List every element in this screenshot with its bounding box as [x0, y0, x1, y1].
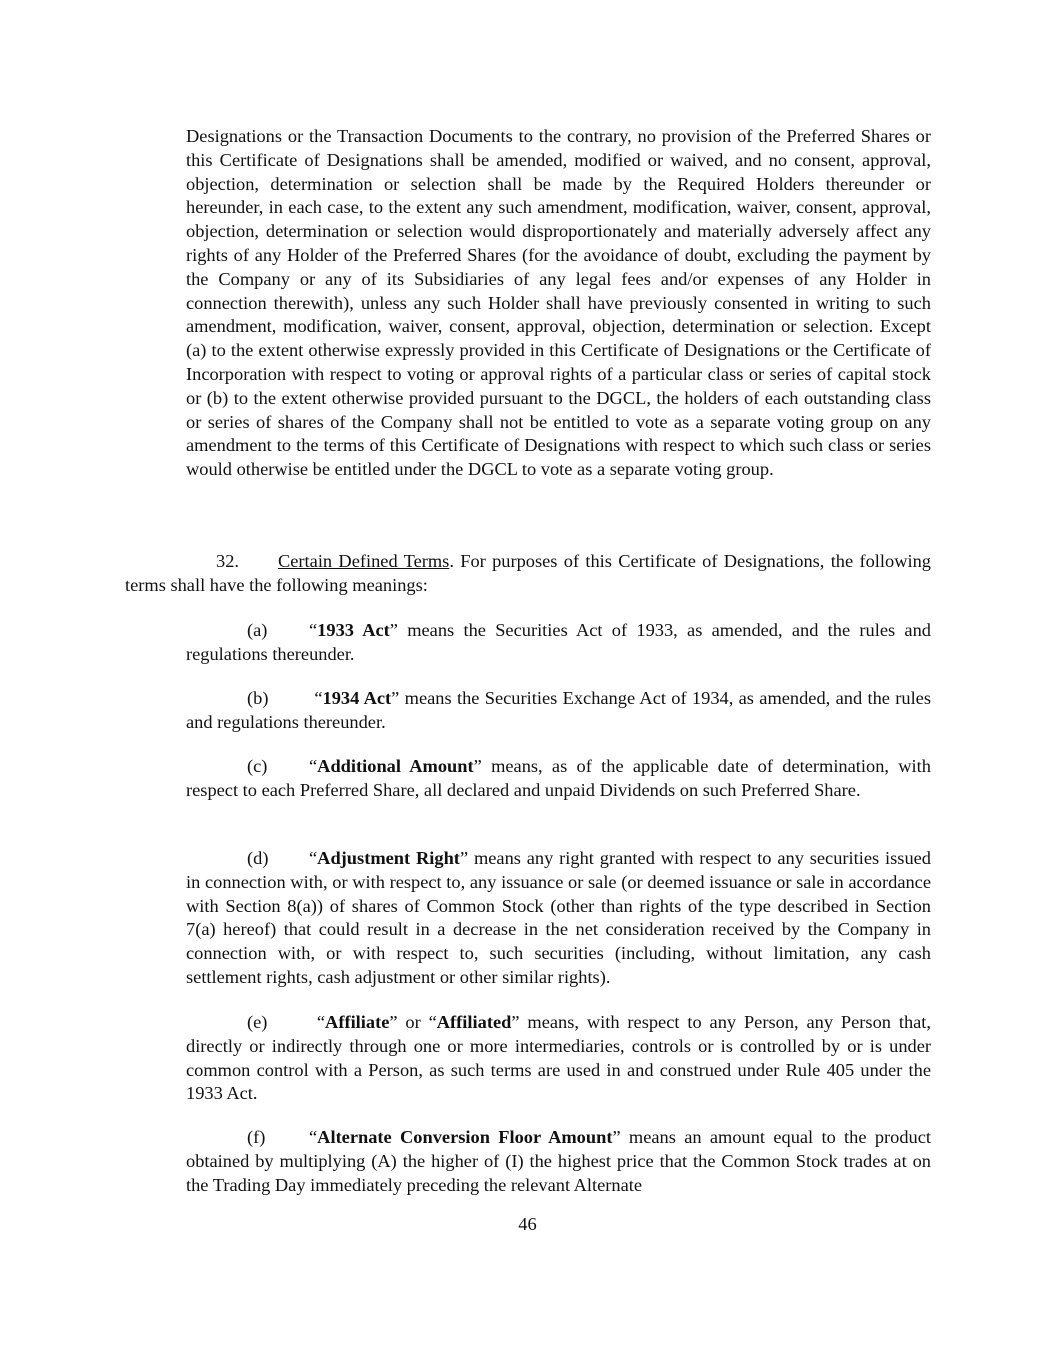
definition-text: ” means any right granted with respect to any securities issued in connection with, or with respect to, any issuance or sale (or deemed issuance or sale in accordance with Section 8(a)) of shares of Common Stock (other than rights of the type described in Section 7(a) hereof) that could result in a decrease in the net consideration received by the Company in connection with, or with respect to, such securities (including, without limitation, any cash settlement rights, cash adjustment or other similar rights). — [186, 848, 932, 987]
defined-term: Alternate Conversion Floor Amount — [317, 1127, 613, 1147]
defined-term: Additional Amount — [317, 756, 474, 776]
intro-paragraph: Designations or the Transaction Documents to the contrary, no provision of the Preferred Shares or this Certificate of Designations shall be amended, modified or waived, and no consent, approval, objection, determination or selection shall be made by the Required Holders thereunder or hereunder, in each case, to the extent any such amendment, modification, waiver, consent, approval, objection, determination or selection would disproportionately and materially adversely affect any rights of any Holder of the Preferred Shares (for the avoidance of doubt, excluding the payment by the Company or any of its Subsidiaries of any legal fees and/or expenses of any Holder in connection therewith), unless any such Holder shall have previously consented in writing to such amendment, modification, waiver, consent, approval, objection, determination or selection. Except (a) to the extent otherwise expressly provided in this Certificate of Designations or the Certificate of Incorporation with respect to voting or approval rights of a particular class or series of capital stock or (b) to the extent otherwise provided pursuant to the DGCL, the holders of each outstanding class or series of shares of the Company shall not be entitled to vote as a separate voting group on any amendment to the terms of this Certificate of Designations with respect to which such class or series would otherwise be entitled under the DGCL to vote as a separate voting group. — [186, 126, 931, 480]
defined-term: 1934 Act — [322, 688, 392, 708]
open-quote: “ — [309, 688, 323, 708]
definition-label: (f) — [247, 1127, 266, 1147]
definition-text: ” means the Securities Act of 1933, as amended, and the rules and regulations thereunder. — [186, 620, 931, 664]
definition-text: ” means, with respect to any Person, any Person that, directly or indirectly through one or more intermediaries, controls or is controlled by or is under common control with a Person, as such terms are used in and construed under Rule 405 under the 1933 Act. — [186, 1012, 932, 1104]
section-number: 32. — [216, 551, 239, 571]
definition-text: ” means the Securities Exchange Act of 1934, as amended, and the rules and regulations thereunder. — [186, 688, 932, 732]
definition-connector: ” or “ — [389, 1012, 437, 1032]
open-quote: “ — [309, 848, 318, 868]
open-quote: “ — [309, 756, 318, 776]
open-quote: “ — [309, 620, 318, 640]
definition-1934-act — [186, 687, 931, 735]
definition-text: ” means an amount equal to the product obtained by multiplying (A) the higher of (I) the highest price that the Common Stock trades at on the Trading Day immediately preceding the relevant Alternate — [186, 1127, 932, 1195]
section-intro-text: . For purposes of this Certificate of Designations, the following terms shall have the following meanings: — [125, 551, 931, 595]
definition-label: (a) — [247, 620, 268, 640]
definition-text: ” means, as of the applicable date of determination, with respect to each Preferred Share, all declared and unpaid Dividends on such Preferred Share. — [186, 756, 931, 800]
open-quote: “ — [309, 1012, 326, 1032]
definition-label: (c) — [247, 756, 268, 776]
definition-label: (e) — [247, 1012, 268, 1032]
section-heading: Certain Defined Terms — [278, 551, 450, 571]
definition-label: (b) — [247, 688, 269, 708]
defined-term: Adjustment Right — [317, 848, 460, 868]
definition-alternate-conversion-floor-amount — [186, 1126, 931, 1197]
defined-term: Affiliate — [325, 1012, 390, 1032]
definition-label: (d) — [247, 848, 269, 868]
page-number: 46 — [518, 1214, 537, 1234]
definition-affiliate — [186, 1011, 931, 1106]
definition-1933-act — [186, 619, 931, 667]
definition-adjustment-right — [186, 847, 931, 990]
open-quote: “ — [309, 1127, 318, 1147]
defined-term: 1933 Act — [317, 620, 390, 640]
section-32-paragraph — [125, 550, 931, 598]
defined-term-alt: Affiliated — [436, 1012, 512, 1032]
definition-additional-amount — [186, 755, 931, 803]
